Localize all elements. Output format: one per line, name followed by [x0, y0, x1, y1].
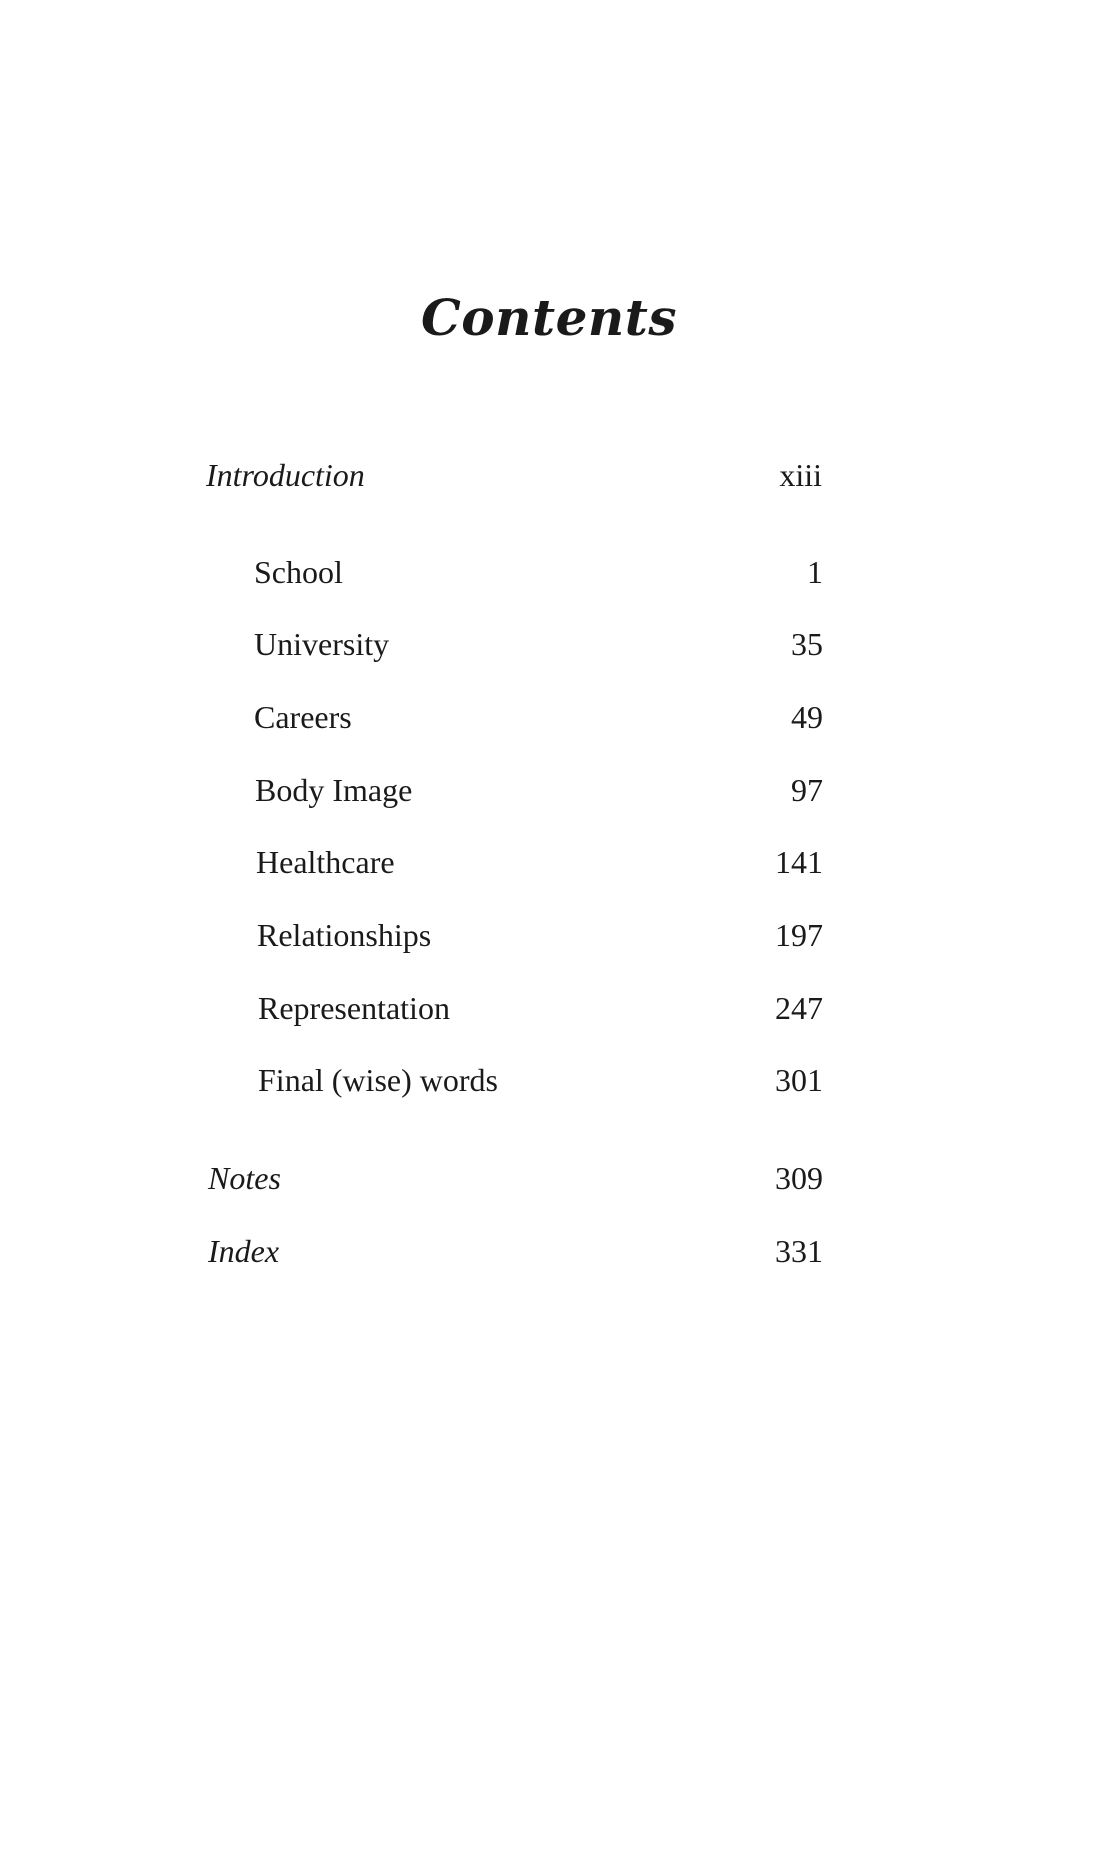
toc-entry-page: 331: [775, 1233, 823, 1269]
toc-entry-label: University: [254, 626, 390, 662]
toc-entry-page: 35: [791, 626, 823, 662]
toc-entry-label: School: [254, 554, 343, 590]
toc-entry-page: xiii: [779, 457, 822, 493]
toc-entry-page: 97: [791, 772, 823, 808]
toc-entry-page: 141: [775, 844, 823, 880]
toc-entry-notes: [208, 1156, 823, 1200]
toc-entry-label: Healthcare: [256, 844, 395, 880]
toc-entry-label: Final (wise) words: [258, 1062, 498, 1098]
toc-entry-page: 301: [775, 1062, 823, 1098]
toc-entry-label: Index: [208, 1233, 280, 1269]
page-title: Contents: [420, 288, 677, 347]
toc-entry-label: Representation: [258, 990, 450, 1026]
toc-entry-university: [254, 622, 823, 666]
toc-entry-label: Body Image: [255, 772, 413, 808]
toc-entry-page: 309: [775, 1160, 823, 1196]
toc-entry-final-wise-words: [258, 1058, 823, 1102]
toc-entry-relationships: [257, 913, 823, 957]
toc-entry-careers: [254, 695, 823, 739]
toc-entry-label: Notes: [208, 1160, 281, 1196]
toc-entry-page: 49: [791, 699, 823, 735]
toc-entry-label: Introduction: [206, 457, 365, 493]
toc-entry-label: Careers: [254, 699, 352, 735]
toc-entry-page: 1: [807, 554, 823, 590]
toc-entry-school: [254, 550, 823, 594]
toc-entry-label: Relationships: [257, 917, 432, 953]
toc-entry-body-image: [255, 768, 823, 812]
toc-entry-page: 247: [775, 990, 823, 1026]
toc-entry-representation: [258, 986, 823, 1030]
toc-entry-index: [208, 1229, 823, 1273]
toc-entry-healthcare: [256, 840, 823, 884]
toc-entry-introduction: [206, 453, 822, 497]
toc-entry-page: 197: [775, 917, 823, 953]
